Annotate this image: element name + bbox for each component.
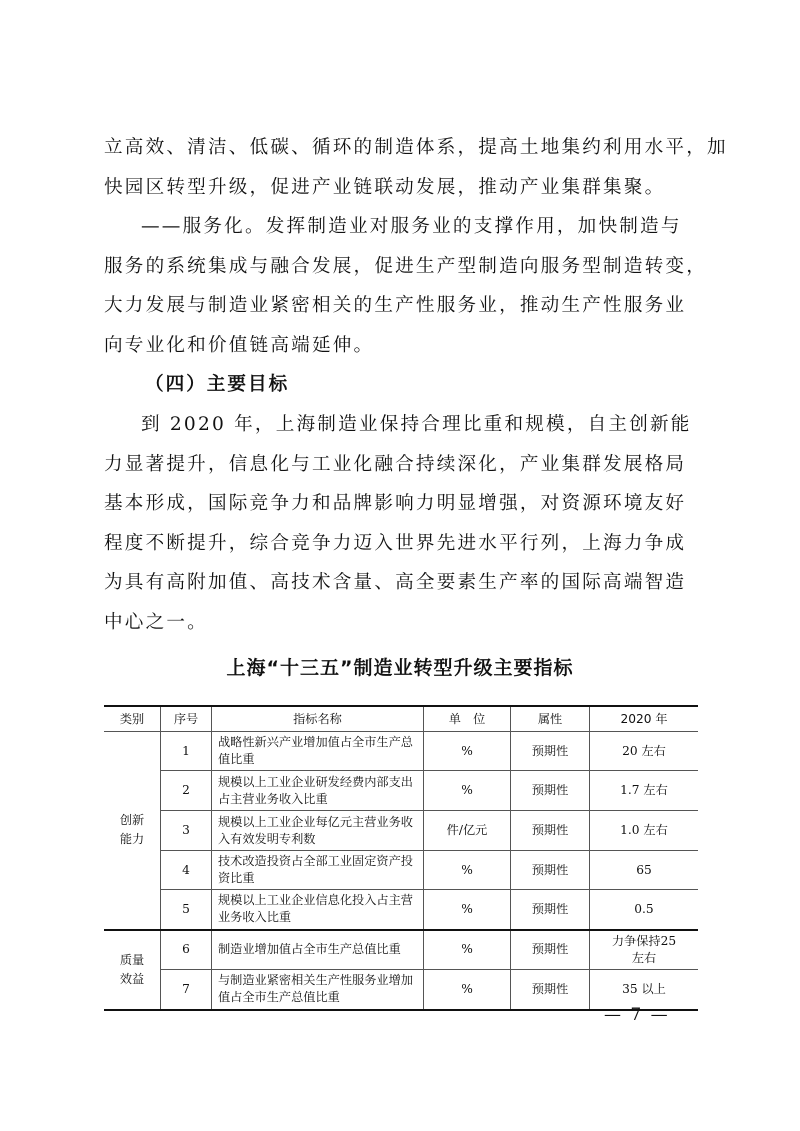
- header-2020-value: 2020 年: [590, 706, 699, 732]
- category-label: 创新能力: [119, 813, 145, 847]
- category-cell: [104, 930, 161, 1010]
- paragraph-2: [104, 207, 708, 365]
- row-number: 4: [161, 851, 212, 890]
- category-cell: [104, 732, 161, 930]
- text-line: 中心之一。: [104, 611, 208, 633]
- attribute-cell: 预期性: [511, 970, 590, 1010]
- text-line: 到 2020 年，上海制造业保持合理比重和规模，自主创新能: [141, 414, 692, 435]
- row-number: 7: [161, 970, 212, 1010]
- indicator-name: 规模以上工业企业信息化投入占主营业务收入比重: [212, 890, 424, 930]
- indicator-name: 制造业增加值占全市生产总值比重: [212, 930, 424, 970]
- table-row: [104, 811, 698, 851]
- text-line: 力显著提升，信息化与工业化融合持续深化，产业集群发展格局: [104, 453, 687, 475]
- row-number: 6: [161, 930, 212, 970]
- text-line: 为具有高附加值、高技术含量、高全要素生产率的国际高端智造: [104, 572, 687, 593]
- value-cell: 1.7 左右: [590, 771, 699, 811]
- section-heading: （四）主要目标: [145, 374, 290, 395]
- header-unit: 单 位: [424, 706, 511, 732]
- header-category: 类别: [104, 706, 161, 732]
- indicator-name: 规模以上工业企业每亿元主营业务收入有效发明专利数: [212, 811, 424, 851]
- value-cell: 20 左右: [590, 732, 699, 771]
- indicator-name: 技术改造投资占全部工业固定资产投资比重: [212, 851, 424, 890]
- table-title: 上海“十三五”制造业转型升级主要指标: [226, 657, 574, 679]
- attribute-cell: 预期性: [511, 771, 590, 811]
- attribute-cell: 预期性: [511, 851, 590, 890]
- value-cell: 力争保持25 左右: [590, 930, 699, 970]
- page-number: — 7 —: [604, 1005, 670, 1025]
- row-number: 1: [161, 732, 212, 771]
- unit-cell: 件/亿元: [424, 811, 511, 851]
- category-label: 质量效益: [119, 952, 145, 986]
- text-line: 大力发展与制造业紧密相关的生产性服务业，推动生产性服务业: [104, 295, 687, 316]
- header-indicator-name: 指标名称: [212, 706, 424, 732]
- text-line: 快园区转型升级，促进产业链联动发展，推动产业集群集聚。: [104, 176, 666, 198]
- attribute-cell: 预期性: [511, 890, 590, 930]
- header-number: 序号: [161, 706, 212, 732]
- unit-cell: %: [424, 732, 511, 771]
- table-row: [104, 851, 698, 890]
- unit-cell: %: [424, 930, 511, 970]
- text-line: 基本形成，国际竞争力和品牌影响力明显增强，对资源环境友好: [104, 493, 687, 514]
- indicator-name: 与制造业紧密相关生产性服务业增加值占全市生产总值比重: [212, 970, 424, 1010]
- text-line: 立高效、清洁、低碳、循环的制造体系，提高土地集约利用水平，加: [104, 137, 728, 158]
- text-line: 向专业化和价值链高端延伸。: [104, 334, 375, 356]
- table-row: [104, 930, 698, 970]
- unit-cell: %: [424, 771, 511, 811]
- indicator-table: [104, 705, 698, 1011]
- header-attribute: 属性: [511, 706, 590, 732]
- text-line: 服务的系统集成与融合发展，促进生产型制造向服务型制造转变，: [104, 255, 708, 277]
- attribute-cell: 预期性: [511, 930, 590, 970]
- value-cell: 0.5: [590, 890, 699, 930]
- row-number: 3: [161, 811, 212, 851]
- text-line: ——服务化。发挥制造业对服务业的支撑作用，加快制造与: [141, 216, 682, 237]
- value-cell: 35 以上: [590, 970, 699, 1010]
- row-number: 2: [161, 771, 212, 811]
- value-cell: 1.0 左右: [590, 811, 699, 851]
- row-number: 5: [161, 890, 212, 930]
- table-row: [104, 771, 698, 811]
- unit-cell: %: [424, 851, 511, 890]
- unit-cell: %: [424, 970, 511, 1010]
- indicator-name: 战略性新兴产业增加值占全市生产总值比重: [212, 732, 424, 771]
- attribute-cell: 预期性: [511, 732, 590, 771]
- value-cell: 65: [590, 851, 699, 890]
- text-line: 程度不断提升，综合竞争力迈入世界先进水平行列，上海力争成: [104, 532, 687, 554]
- attribute-cell: 预期性: [511, 811, 590, 851]
- table-header-row: [104, 706, 698, 732]
- table-row: [104, 970, 698, 1010]
- table-row: [104, 732, 698, 771]
- unit-cell: %: [424, 890, 511, 930]
- indicator-name: 规模以上工业企业研发经费内部支出占主营业务收入比重: [212, 771, 424, 811]
- table-row: [104, 890, 698, 930]
- paragraph-3: [104, 405, 704, 642]
- paragraph-1: [104, 128, 728, 207]
